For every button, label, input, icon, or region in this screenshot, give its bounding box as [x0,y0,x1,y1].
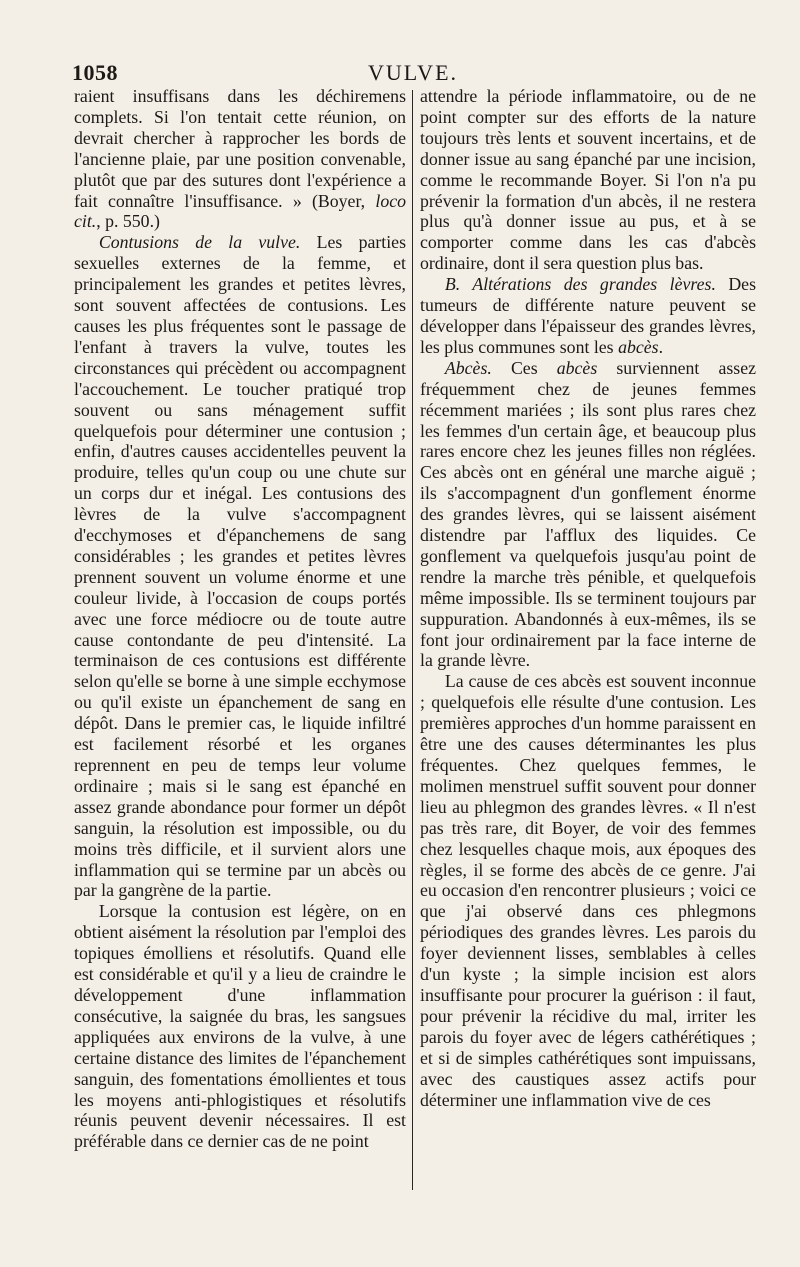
paragraph [420,671,756,1110]
paragraph [74,232,406,901]
paragraph-text: Les parties sexuelles externes de la femme, et principalement les grandes et petites lèvres, sont souvent affectées de contusions. Les causes les plus fréquentes sont le passage de l'enfant à travers la vulve, toutes les circonstances qui précèdent ou accompagnent l'accouchement. Le toucher pratiqué trop souvent ou sans ménagement suffit quelquefois pour déterminer une contusion ; enfin, d'autres causes accidentelles peuvent la produire, telles qu'un coup ou une chute sur un corps dur et inégal. Les contusions des lèvres de la vulve s'accompagnent d'ecchymoses et d'épanchemens de sang considérables ; les grandes et petites lèvres prennent souvent un volume énorme et une couleur livide, à l'occasion de coups portés avec une force médiocre ou de toute autre cause contondante de peu d'intensité. La terminaison de ces contusions est différente selon qu'elle se borne à une simple ecchymose ou qu'il existe un épanchement de sang en dépôt. Dans le premier cas, le liquide infiltré est facilement résorbé et les organes reprennent en peu de temps leur volume ordinaire ; mais si le sang est épanché en assez grande abondance pour former un dépôt sanguin, la résolution est impossible, ou du moins très difficile, et il survient alors une inflammation qui se termine par un abcès ou par la gangrène de la partie. [74,232,406,901]
term-italic: abcès [556,357,598,378]
page-number: 1058 [72,60,118,85]
paragraph [420,274,756,358]
citation-italic: loco cit. [74,190,406,232]
left-column [74,86,406,1152]
paragraph [420,358,756,672]
paragraph-text: attendre la période inflammatoire, ou de ne point compter sur des efforts de la nature toujours très lents et souvent incertains, et de donner issue au sang épanché par une incision, comme le recommande Boyer. Si l'on n'a pu prévenir la formation d'un abcès, il ne restera plus qu'à donner issue au pus, et à se comporter comme dans les cas d'abcès ordinaire, dont il sera question plus bas. [420,86,756,274]
section-heading: B. Altérations des grandes lèvres. [444,274,716,295]
paragraph [74,86,406,232]
term-italic: abcès [618,336,659,357]
paragraph-text: Des tumeurs de différente nature peuvent se développer dans l'épaisseur des grandes lèvres, les plus communes sont les [420,274,756,357]
running-title: VULVE. [367,60,459,85]
column-divider [412,90,413,1190]
paragraph-text: Lorsque la contusion est légère, on en obtient aisément la résolution par l'emploi des topiques émolliens et résolutifs. Quand elle est considérable et qu'il y a lieu de craindre le développement d'une inflammation consécutive, la saignée du bras, les sangsues appliquées aux environs de la vulve, à une certaine distance des limites de l'épanchement sanguin, des fomentations émollientes et tous les moyens anti-phlogistiques et résolutifs réunis peuvent devenir nécessaires. Il est préférable dans ce dernier cas de ne point [74,901,406,1152]
right-column [420,86,756,1110]
page-header [70,60,756,86]
paragraph [420,86,756,274]
paragraph [74,901,406,1152]
paragraph-text: . [658,336,664,357]
section-heading: Abcès. [444,357,492,378]
paragraph-text: surviennent assez fréquemment chez de jeunes femmes récemment mariées ; ils sont plus rares chez les femmes d'un certain âge, et beaucoup plus rares encore chez les jeunes filles non réglées. Ces abcès ont en général une marche aiguë ; ils s'accompagnent d'un gonflement énorme des grandes lèvres, qui se laissent aisément distendre par l'afflux des liquides. Ce gonflement va quelquefois jusqu'au point de rendre la marche très pénible, et quelquefois même impossible. Ils se terminent toujours par suppuration. Abandonnés à eux-mêmes, ils se font jour ordinairement par la face interne de la grande lèvre. [420,357,756,671]
paragraph-text: , p. 550.) [96,211,160,232]
section-heading: Contusions de la vulve. [98,232,301,253]
paragraph-text: raient insuffisans dans les déchiremens complets. Si l'on tentait cette réunion, on devrait chercher à rapprocher les bords de l'ancienne plaie, par une position convenable, plutôt que par des sutures dont l'expérience a fait connaître l'insuffisance. » (Boyer, [74,86,406,211]
paragraph-text: La cause de ces abcès est souvent inconnue ; quelquefois elle résulte d'une contusion. Les premières approches d'un homme paraissent en être une des causes déterminantes les plus fréquentes. Chez quelques femmes, le molimen menstruel suffit souvent pour donner lieu au phlegmon des grandes lèvres. « Il n'est pas très rare, dit Boyer, de voir des femmes chez lesquelles chaque mois, aux époques des règles, il se forme des abcès de ce genre. J'ai eu occasion d'en rencontrer plusieurs ; voici ce que j'ai observé dans ces phlegmons périodiques des grandes lèvres. Les parois du foyer deviennent lisses, semblables à celles d'un kyste ; la simple incision est alors insuffisante pour procurer la guérison : il faut, pour prévenir la récidive du mal, irriter les parois du foyer avec de légers cathérétiques ; et si de simples cathérétiques sont impuissans, avec des caustiques assez actifs pour déterminer une inflammation vive de ces [420,671,756,1110]
paragraph-text: Ces [491,357,557,378]
